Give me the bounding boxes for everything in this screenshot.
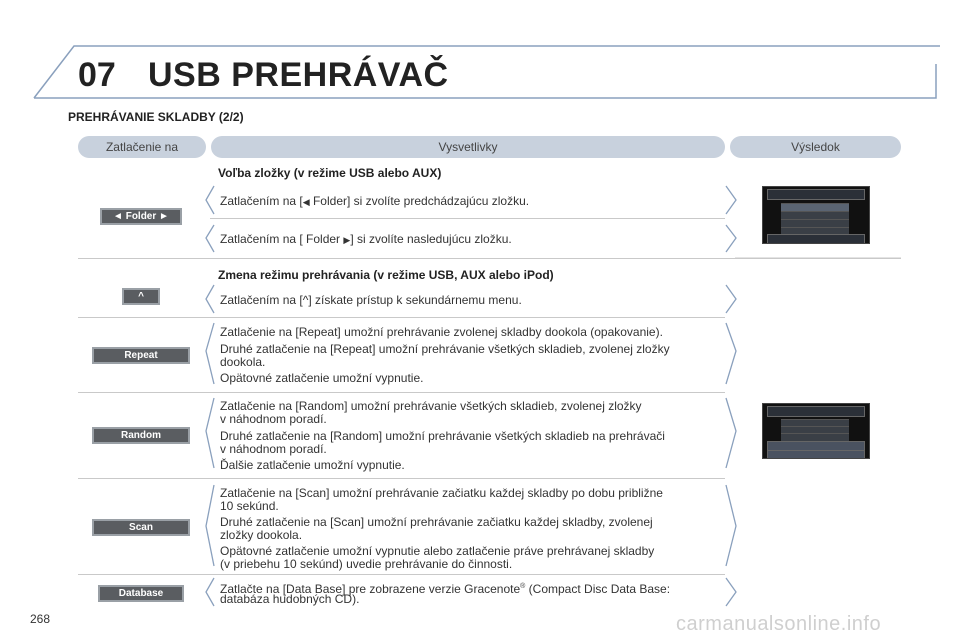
folder-next-after: ] si zvolíte nasledujúcu zložku. — [350, 232, 512, 246]
random-line: v náhodnom poradí. — [220, 442, 327, 456]
repeat-line: Zatlačenie na [Repeat] umožní prehrávanie zvolenej skladby dookola (opakovanie). — [220, 325, 663, 339]
random-line: Zatlačenie na [Random] umožní prehrávanie všetkých skladieb, zvolenej zložky — [220, 399, 642, 413]
mode-heading: Zmena režimu prehrávania (v režime USB, AUX alebo iPod) — [218, 268, 554, 282]
folder-next-before: Zatlačením na [ Folder — [220, 232, 344, 246]
random-button[interactable]: Random — [92, 427, 190, 444]
caret-right-icon: ▶ — [343, 235, 351, 245]
scan-line: Opätovné zatlačenie umožní vypnutie alebo zatlačenie práve prehrávanej skladby — [220, 544, 655, 558]
caret-left-icon: ◀ — [302, 197, 310, 207]
column-explanation: Vysvetlivky — [211, 136, 725, 158]
scan-line: 10 sekúnd. — [220, 499, 279, 513]
up-button[interactable]: ^ — [122, 288, 160, 305]
folder-heading: Voľba zložky (v režime USB alebo AUX) — [218, 166, 442, 180]
page-number: 268 — [30, 612, 51, 626]
random-line: Druhé zatlačenie na [Random] umožní prehrávanie všetkých skladieb na prehrávači — [220, 429, 665, 443]
random-line: Ďalšie zatlačenie umožní vypnutie. — [220, 458, 405, 472]
up-text: Zatlačením na [^] získate prístup k sekundárnemu menu. — [220, 293, 522, 307]
scan-line: Druhé zatlačenie na [Scan] umožní prehrávanie začiatku každej skladby, zvolenej — [220, 515, 653, 529]
folder-button[interactable]: ◄ Folder ► — [100, 208, 182, 225]
scan-line: Zatlačenie na [Scan] umožní prehrávanie začiatku každej skladby po dobu približne — [220, 486, 663, 500]
page-title: USB PREHRÁVAČ — [148, 56, 449, 94]
repeat-button[interactable]: Repeat — [92, 347, 190, 364]
scan-line: zložky dookola. — [220, 528, 303, 542]
repeat-line: Opätovné zatlačenie umožní vypnutie. — [220, 371, 424, 385]
database-line-start: Zatlačte na [Data Base] pre zobrazene verzie Gracenote — [220, 582, 521, 596]
database-line: databáza hudobných CD). — [220, 592, 360, 606]
watermark: carmanualsonline.info — [676, 613, 882, 635]
scan-button[interactable]: Scan — [92, 519, 190, 536]
column-press: Zatlačenie na — [78, 136, 206, 158]
folder-prev-before: Zatlačením na [ — [220, 194, 303, 208]
scan-line: (v priebehu 10 sekúnd) uvedie prehrávanie do činnosti. — [220, 557, 513, 571]
chapter-number: 07 — [78, 56, 116, 94]
repeat-line: dookola. — [220, 355, 266, 369]
registered-mark: ® — [520, 583, 526, 590]
section-title: PREHRÁVANIE SKLADBY (2/2) — [68, 110, 244, 124]
database-button[interactable]: Database — [98, 585, 184, 602]
column-result: Výsledok — [730, 136, 901, 158]
database-line-end: (Compact Disc Data Base: — [525, 582, 671, 596]
repeat-line: Druhé zatlačenie na [Repeat] umožní prehrávanie všetkých skladieb, zvolenej zložky — [220, 342, 670, 356]
folder-prev-after: Folder] si zvolíte predchádzajúcu zložku. — [309, 194, 530, 208]
random-line: v náhodnom poradí. — [220, 412, 327, 426]
